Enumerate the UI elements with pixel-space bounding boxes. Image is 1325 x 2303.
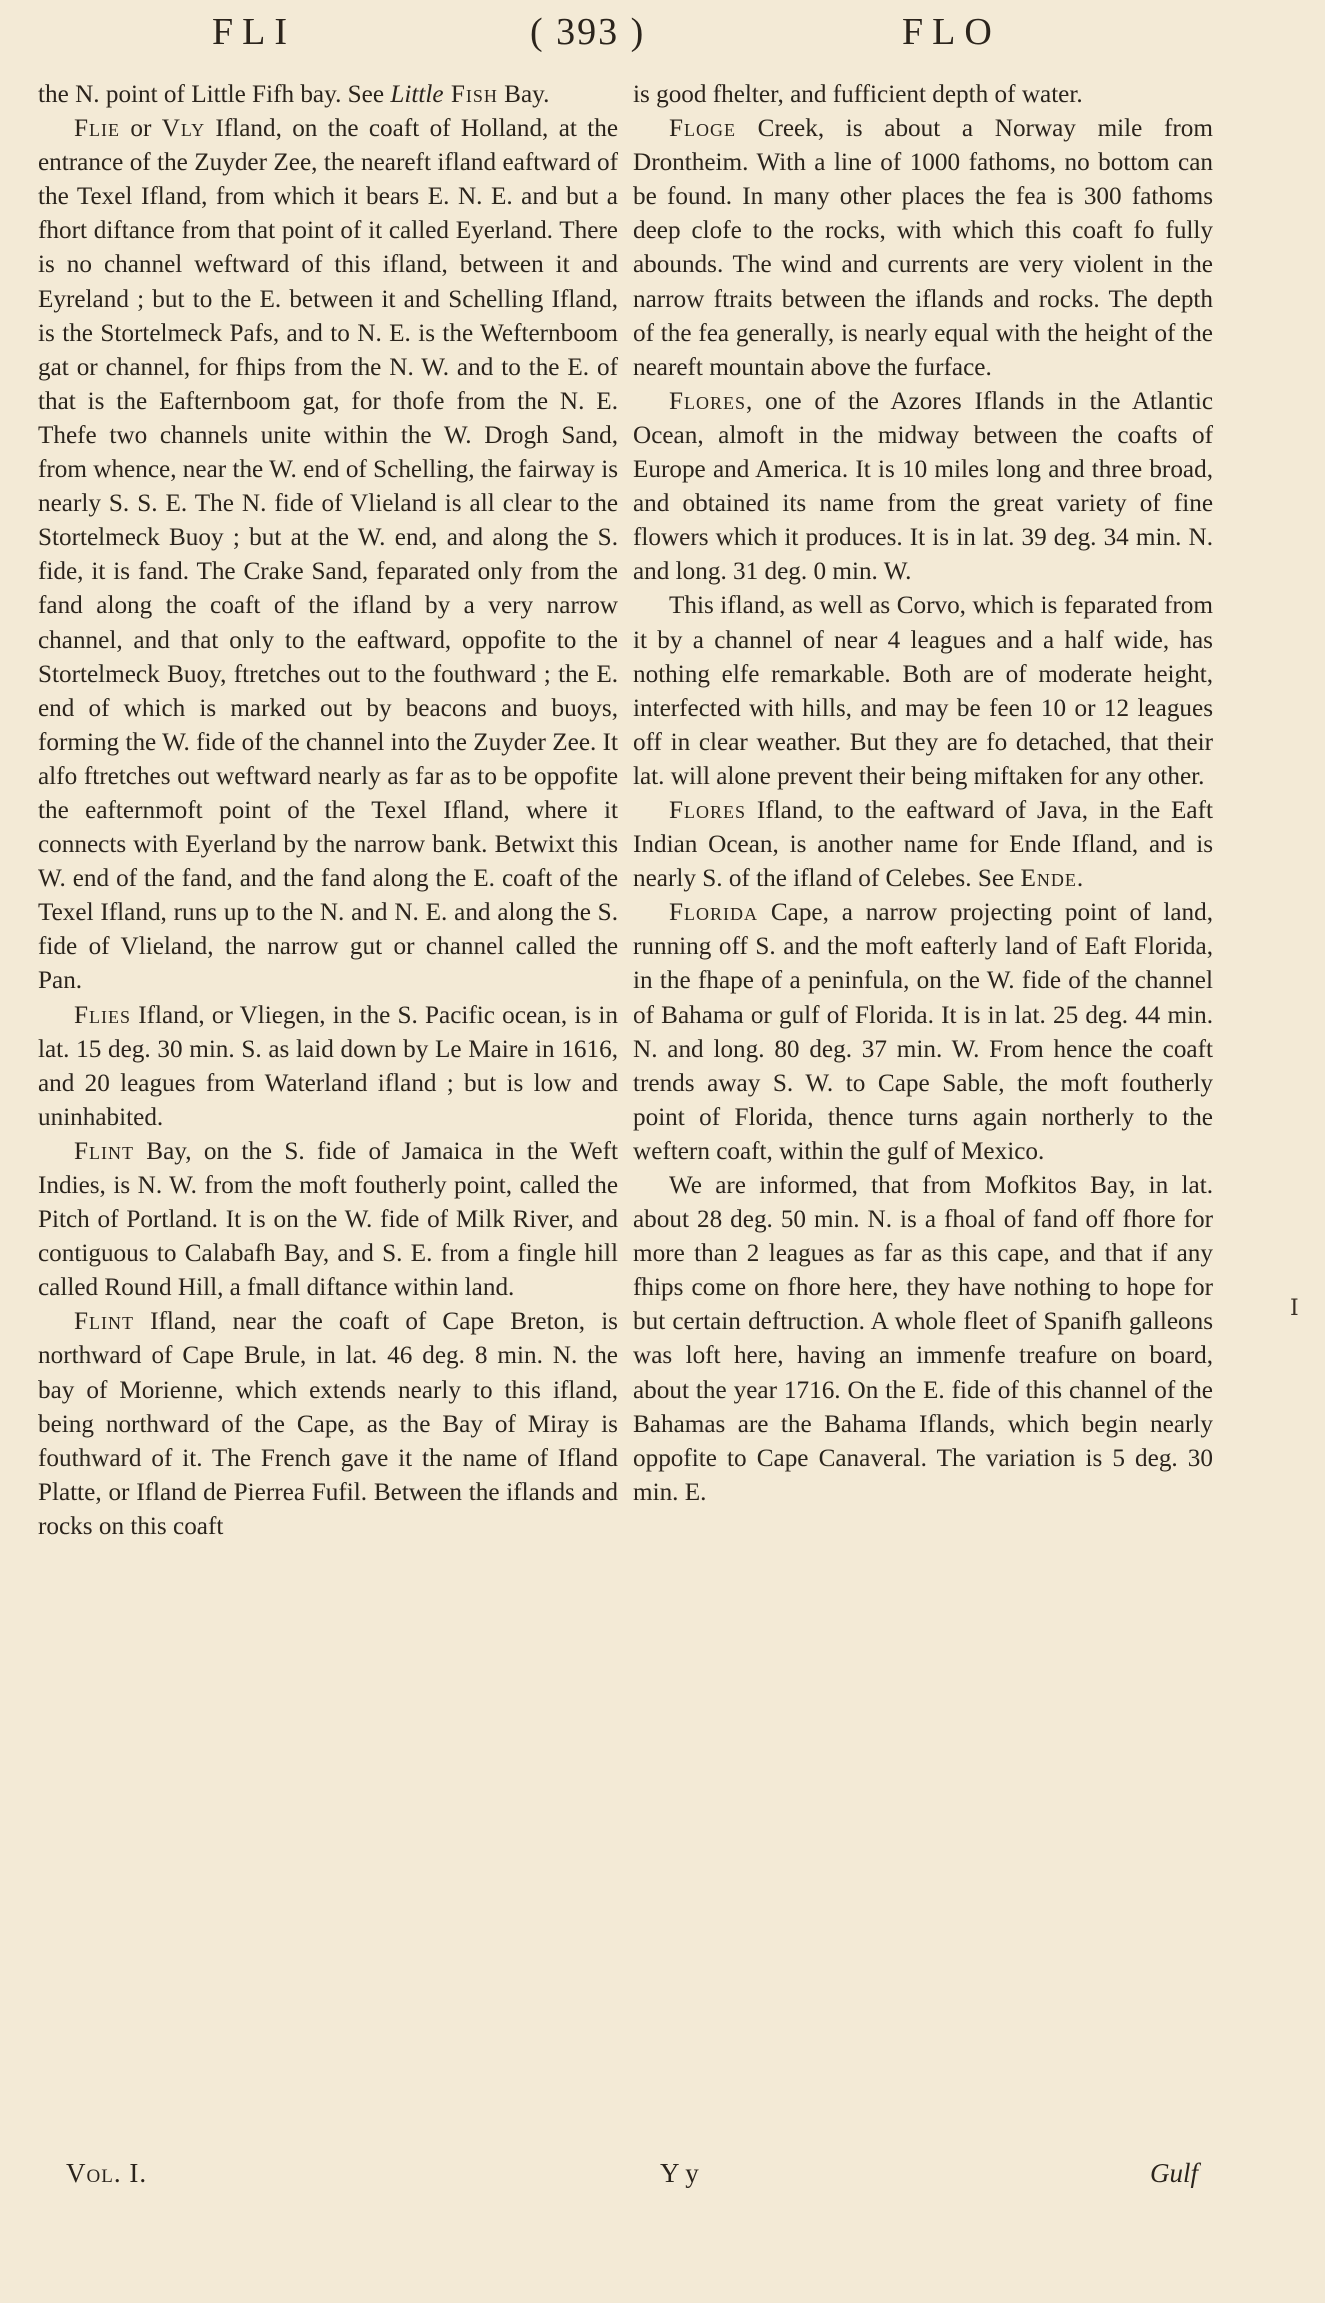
page-footer (0, 2158, 1325, 2198)
paragraph-moskitos-bay (633, 1169, 1213, 1510)
entry-headword: Floge (669, 115, 736, 143)
entry-florida-cape (633, 896, 1213, 1169)
margin-mark: I (1290, 1296, 1299, 1321)
entry-headword: Flint (74, 1308, 134, 1336)
text: Ifland, near the coaft of Cape Breton, is northward of Cape Brule, in lat. 46 deg. 8 min. N. the bay of Morienne, which extends nearly to this ifland, being northward of the Cape, as the Bay of Miray is fouthward of it. The French gave it the name of Ifland Platte, or Ifland de Pierrea Fufil. Between the iflands and rocks on this coaft (38, 1308, 618, 1540)
page-number: ( 393 ) (530, 11, 646, 53)
text: We are informed, that from Mofkitos Bay, in lat. about 28 deg. 50 min. N. is a fhoal of fand off fhore for more than 2 leagues as far as this cape, and that if any fhips come on fhore here, they have nothing to hope for but certain deftruction. A whole fleet of Spanifh galleons was loft here, having an immenfe treafure on board, about the year 1716. On the E. fide of this channel of the Bahamas are the Bahama Iflands, which begin nearly oppofite to Cape Canaveral. The variation is 5 deg. 30 min. E. (633, 1172, 1213, 1506)
text: Ifland, to the eaftward of Java, in the Eaft Indian Ocean, is another name for Ende Ifland, and is nearly S. of the ifland of Celebes. See (633, 796, 1213, 893)
entry-flores-azores (633, 385, 1213, 590)
text: Bay. (497, 81, 550, 108)
running-head (0, 6, 1325, 66)
text-italic: Little (390, 81, 444, 108)
text: Cape, a narrow projecting point of land, running off S. and the moft eafterly land of Eaft Florida, in the fhape of a peninfula, on the W. fide of the channel of Bahama or gulf of Florida. It is in lat. 25 deg. 44 min. N. and long. 80 deg. 37 min. W. From hence the coaft trends away S. W. to Cape Sable, the moft foutherly point of Florida, thence turns again northerly to the weftern coaft, within the gulf of Mexico. (633, 899, 1213, 1165)
paragraph-little-fish (38, 78, 618, 112)
entry-flint-island (38, 1305, 618, 1544)
entry-headword: Flores (669, 796, 747, 824)
text: Creek, is about a Norway mile from Drontheim. With a line of 1000 fathoms, no bottom can be found. In many other places the fea is 300 fathoms deep clofe to the rocks, with which this coaft fo fully abounds. The wind and currents are very violent in the narrow ftraits between the iflands and rocks. The depth of the fea generally, is nearly equal with the height of the neareft mountain above the furface. (633, 115, 1213, 381)
entry-headword: Florida (669, 899, 759, 927)
entry-headword: Vly (161, 115, 206, 143)
volume-label: Vol. I. (66, 2158, 148, 2188)
entry-headword: Flies (74, 1001, 132, 1029)
entry-headword: Flie (74, 115, 120, 143)
text: This ifland, as well as Corvo, which is feparated from it by a channel of near 4 leagues and a half wide, has nothing elfe remarkable. Both are of moderate height, interfected with hills, and may be feen 10 or 12 leagues off in clear weather. But they are fo detached, that their lat. will alone prevent their being miftaken for any other. (633, 592, 1213, 790)
text: the N. point of Little Fifh bay. See (38, 81, 391, 108)
text: . (1076, 865, 1084, 893)
entry-headword: Flint (74, 1137, 134, 1165)
entry-flint-bay (38, 1135, 618, 1305)
text: Bay, on the S. fide of Jamaica in the Weft Indies, is N. W. from the moft foutherly point, called the Pitch of Portland. It is on the W. fide of Milk River, and contiguous to Calabafh Bay, and S. E. from a fingle hill called Round Hill, a fmall diftance within land. (38, 1137, 618, 1302)
catchword: Gulf (1150, 2158, 1199, 2188)
entry-flies-island (38, 999, 618, 1135)
text-smallcaps: Fish (443, 81, 498, 108)
right-column (633, 78, 1213, 1510)
paragraph-corvo (633, 589, 1213, 794)
text: is good fhelter, and fufficient depth of water. (633, 81, 1083, 108)
header-left-word: FLI (212, 11, 296, 53)
text: Ifland, on the coaft of Holland, at the entrance of the Zuyder Zee, the neareft ifland eaftward of the Texel Ifland, from which it bears E. N. E. and but a fhort diftance from that point of it called Eyerland. There is no channel weftward of this ifland, between it and Eyreland ; but to the E. between it and Schelling Ifland, is the Stortelmeck Pafs, and to N. E. is the Wefternboom gat or channel, for fhips from the N. W. and to the E. of that is the Eafternboom gat, for thofe from the N. E. Thefe two channels unite within the W. Drogh Sand, from whence, near the W. end of Schelling, the fairway is nearly S. S. E. The N. fide of Vlieland is all clear to the Stortelmeck Buoy ; but at the W. end, and along the S. fide, it is fand. The Crake Sand, feparated only from the fand along the coaft of the ifland by a very narrow channel, and that only to the eaftward, oppofite to the Stortelmeck Buoy, ftretches out to the fouthward ; the E. end of which is marked out by beacons and buoys, forming the W. fide of the channel into the Zuyder Zee. It alfo ftretches out weftward nearly as far as to be oppofite the eafternmoft point of the Texel Ifland, where it connects with Eyerland by the narrow bank. Betwixt this W. end of the fand, and the fand along the E. coaft of the Texel Ifland, runs up to the N. and N. E. and along the S. fide of Vlieland, the narrow gut or channel called the Pan. (38, 115, 618, 995)
paragraph-continuation (633, 78, 1213, 112)
entry-flores-java (633, 794, 1213, 896)
header-right-word: FLO (902, 11, 1001, 53)
left-column (38, 78, 618, 1544)
entry-flie-island (38, 112, 618, 998)
cross-reference: Ende (1020, 865, 1077, 893)
signature-mark: Y y (660, 2158, 699, 2188)
text: or (120, 115, 162, 143)
text: Ifland, or Vliegen, in the S. Pacific ocean, is in lat. 15 deg. 30 min. S. as laid down by Le Maire in 1616, and 20 leagues from Waterland ifland ; but is low and uninhabited. (38, 1001, 618, 1131)
entry-headword: Flores (669, 387, 747, 415)
entry-floge-creek (633, 112, 1213, 385)
text: , one of the Azores Iflands in the Atlantic Ocean, almoft in the midway between the coafts of Europe and America. It is 10 miles long and three broad, and obtained its name from the great variety of fine flowers which it produces. It is in lat. 39 deg. 34 min. N. and long. 31 deg. 0 min. W. (633, 387, 1213, 586)
